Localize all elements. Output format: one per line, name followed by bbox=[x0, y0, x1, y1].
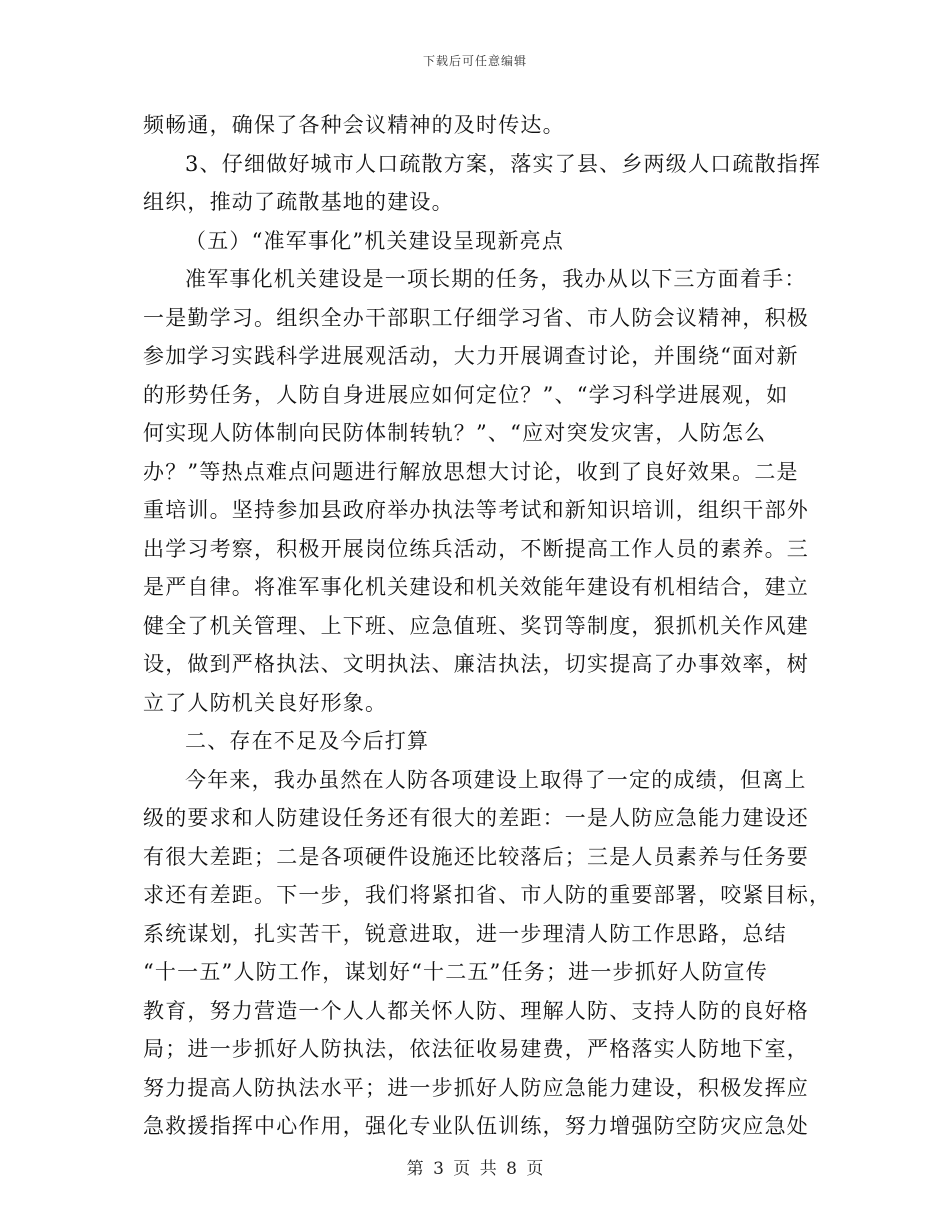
text-line: 急救援指挥中心作用，强化专业队伍训练，努力增强防空防灾应急处 bbox=[143, 1114, 809, 1138]
text-line: 求还有差距。下一步，我们将紧扣省、市人防的重要部署，咬紧目标， bbox=[143, 883, 832, 907]
text-line: 频畅通，确保了各种会议精神的及时传达。 bbox=[143, 113, 565, 137]
text-line: 组织，推动了疏散基地的建设。 bbox=[143, 190, 454, 214]
text-line: 出学习考察，积极开展岗位练兵活动，不断提高工作人员的素养。三 bbox=[143, 536, 809, 561]
text-line: 准军事化机关建设是一项长期的任务，我办从以下三方面着手： bbox=[185, 267, 807, 291]
text-line: （五）“准军事化”机关建设呈现新亮点 bbox=[185, 228, 565, 253]
text-line: 级的要求和人防建设任务还有很大的差距：一是人防应急能力建设还 bbox=[143, 806, 809, 830]
text-line: 二、存在不足及今后打算 bbox=[185, 729, 430, 753]
page-header: 下载后可任意编辑 bbox=[422, 54, 527, 68]
text-line: 系统谋划，扎实苦干，锐意进取，进一步理清人防工作思路，总结 bbox=[143, 921, 787, 946]
text-line: 重培训。坚持参加县政府举办执法等考试和新知识培训，组织干部外 bbox=[143, 498, 809, 522]
text-line: 何实现人防体制向民防体制转轨？”、“应对突发灾害，人防怎么 bbox=[143, 421, 767, 445]
text-line: 有很大差距；二是各项硬件设施还比较落后；三是人员素养与任务要 bbox=[143, 844, 809, 869]
text-line: 参加学习实践科学进展观活动，大力开展调查讨论，并围绕“面对新 bbox=[143, 344, 799, 368]
text-line: 努力提高人防执法水平；进一步抓好人防应急能力建设，积极发挥应 bbox=[143, 1075, 809, 1100]
text-line: 3、仔细做好城市人口疏散方案，落实了县、乡两级人口疏散指挥 bbox=[185, 151, 822, 176]
text-line: 今年来，我办虽然在人防各项建设上取得了一定的成绩，但离上 bbox=[185, 767, 807, 792]
text-line: 立了人防机关良好形象。 bbox=[143, 690, 388, 715]
text-line: 教育，努力营造一个人人都关怀人防、理解人防、支持人防的良好格 bbox=[143, 998, 809, 1023]
text-line: 局；进一步抓好人防执法，依法征收易建费，严格落实人防地下室， bbox=[143, 1037, 809, 1061]
text-line: 办？”等热点难点问题进行解放思想大讨论，收到了良好效果。二是 bbox=[143, 459, 799, 484]
text-line: “十一五”人防工作，谋划好“十二五”任务；进一步抓好人防宣传 bbox=[143, 960, 768, 984]
text-line: 的形势任务，人防自身进展应如何定位？”、“学习科学进展观，如 bbox=[143, 382, 789, 407]
text-line: 设，做到严格执法、文明执法、廉洁执法，切实提高了办事效率，树 bbox=[143, 652, 809, 676]
text-line: 一是勤学习。组织全办干部职工仔细学习省、市人防会议精神，积极 bbox=[143, 305, 809, 330]
text-line: 是严自律。将准军事化机关建设和机关效能年建设有机相结合，建立 bbox=[143, 575, 809, 599]
text-line: 健全了机关管理、上下班、应急值班、奖罚等制度，狠抓机关作风建 bbox=[143, 613, 809, 638]
page-number: 第 3 页 共 8 页 bbox=[406, 1159, 544, 1179]
document-body bbox=[143, 106, 832, 1146]
